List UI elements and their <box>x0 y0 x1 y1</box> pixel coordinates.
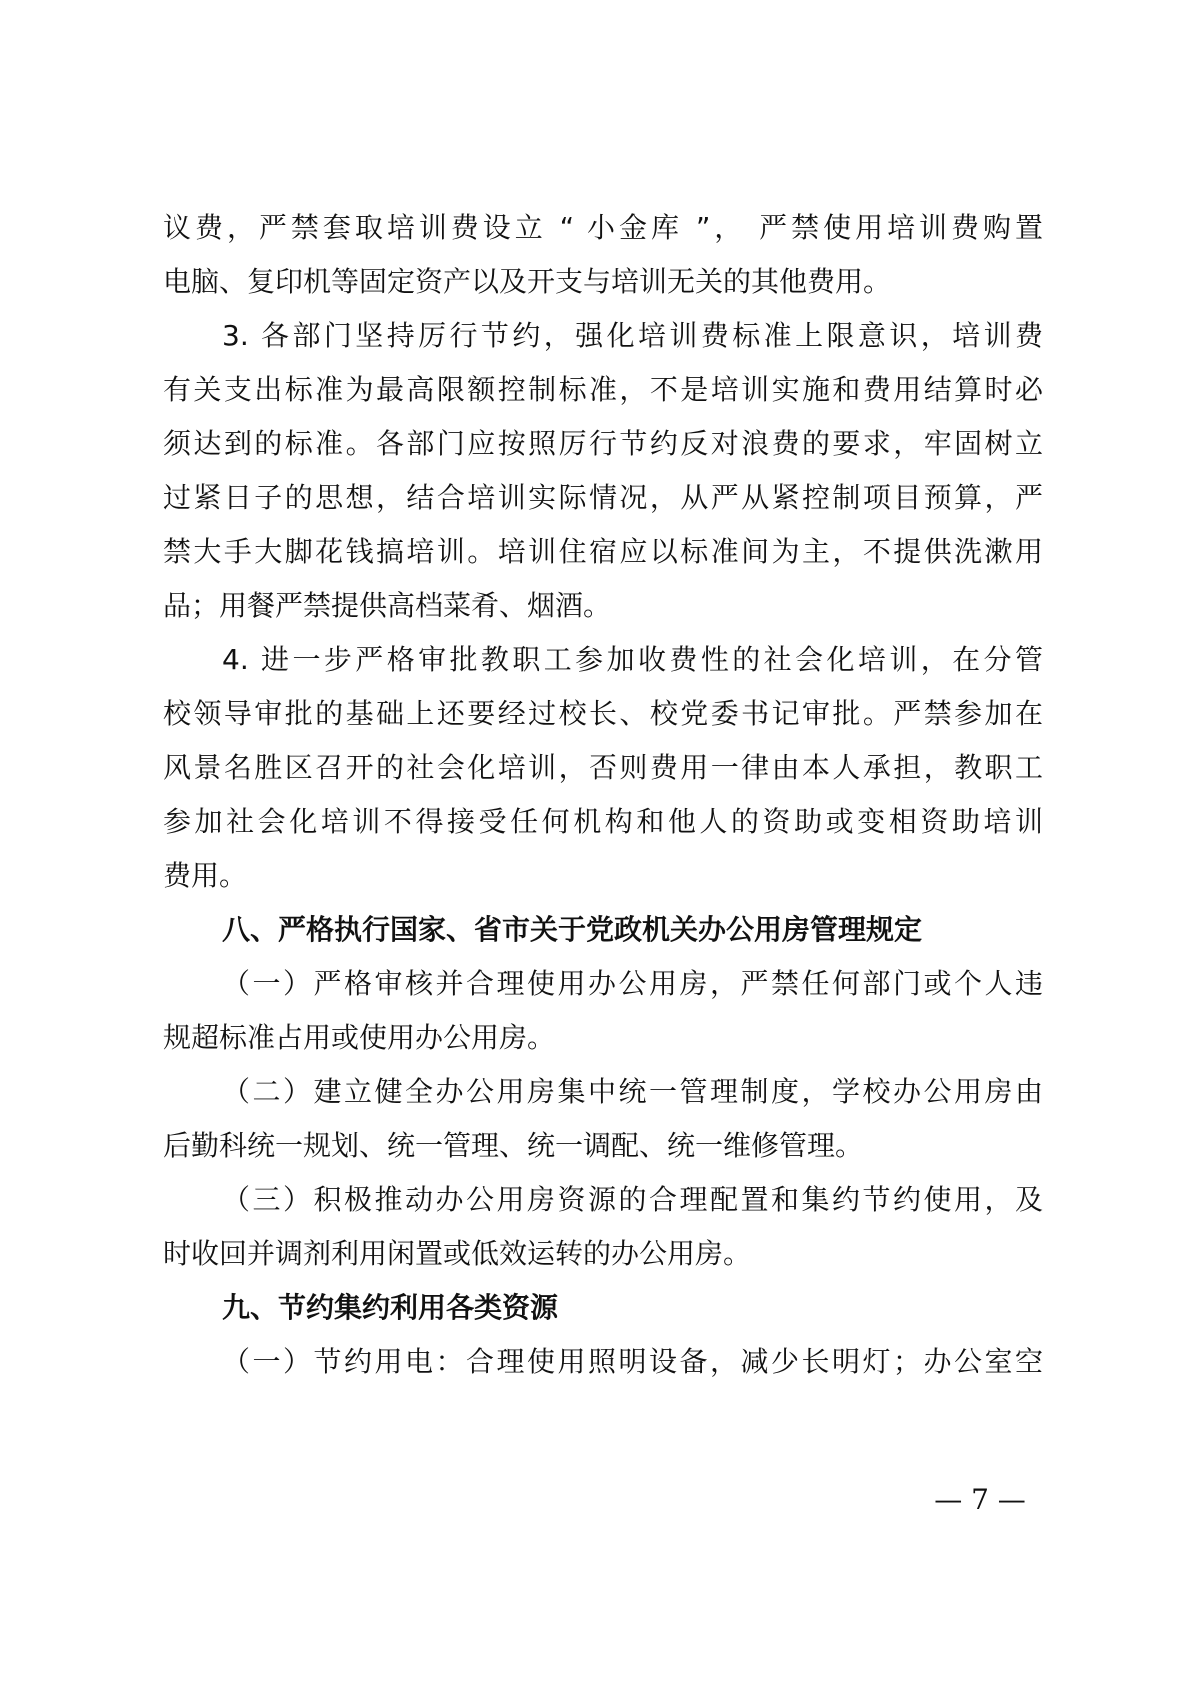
text-line: 电脑、复印机等固定资产以及开支与培训无关的其他费用。 <box>163 265 892 298</box>
text-line: （三）积极推动办公用房资源的合理配置和集约节约使用，及 <box>222 1183 1043 1216</box>
text-line: 后勤科统一规划、统一管理、统一调配、统一维修管理。 <box>163 1129 864 1162</box>
text-line: 参加社会化培训不得接受任何机构和他人的资助或变相资助培训 <box>163 805 1043 838</box>
text-line: （二）建立健全办公用房集中统一管理制度，学校办公用房由 <box>222 1075 1043 1108</box>
text-line: 有关支出标准为最高限额控制标准，不是培训实施和费用结算时必 <box>163 373 1043 406</box>
text-line: 3. 各部门坚持厉行节约，强化培训费标准上限意识，培训费 <box>222 319 1043 352</box>
text-line: 须达到的标准。各部门应按照厉行节约反对浪费的要求，牢固树立 <box>163 427 1043 460</box>
text-line: （一）节约用电：合理使用照明设备，减少长明灯；办公室空 <box>222 1345 1043 1378</box>
text-line: 禁大手大脚花钱搞培训。培训住宿应以标准间为主，不提供洗漱用 <box>163 535 1043 568</box>
text-line: 过紧日子的思想，结合培训实际情况，从严从紧控制项目预算，严 <box>163 481 1043 514</box>
text-line: 规超标准占用或使用办公用房。 <box>163 1021 556 1054</box>
text-line: 时收回并调剂利用闲置或低效运转的办公用房。 <box>163 1237 752 1270</box>
text-line: 费用。 <box>163 859 248 892</box>
section-heading: 九、节约集约利用各类资源 <box>222 1291 559 1324</box>
section-heading: 八、严格执行国家、省市关于党政机关办公用房管理规定 <box>222 913 923 946</box>
page-number: — 7 — <box>934 1483 1026 1516</box>
text-line: 品；用餐严禁提供高档菜肴、烟酒。 <box>163 589 612 622</box>
text-line: （一）严格审核并合理使用办公用房，严禁任何部门或个人违 <box>222 967 1043 1000</box>
text-line: 4. 进一步严格审批教职工参加收费性的社会化培训，在分管 <box>222 643 1043 676</box>
text-line: 校领导审批的基础上还要经过校长、校党委书记审批。严禁参加在 <box>163 697 1043 730</box>
text-line: 议费，严禁套取培训费设立 “ 小金库 ”， 严禁使用培训费购置 <box>163 211 1043 244</box>
text-line: 风景名胜区召开的社会化培训，否则费用一律由本人承担，教职工 <box>163 751 1043 784</box>
